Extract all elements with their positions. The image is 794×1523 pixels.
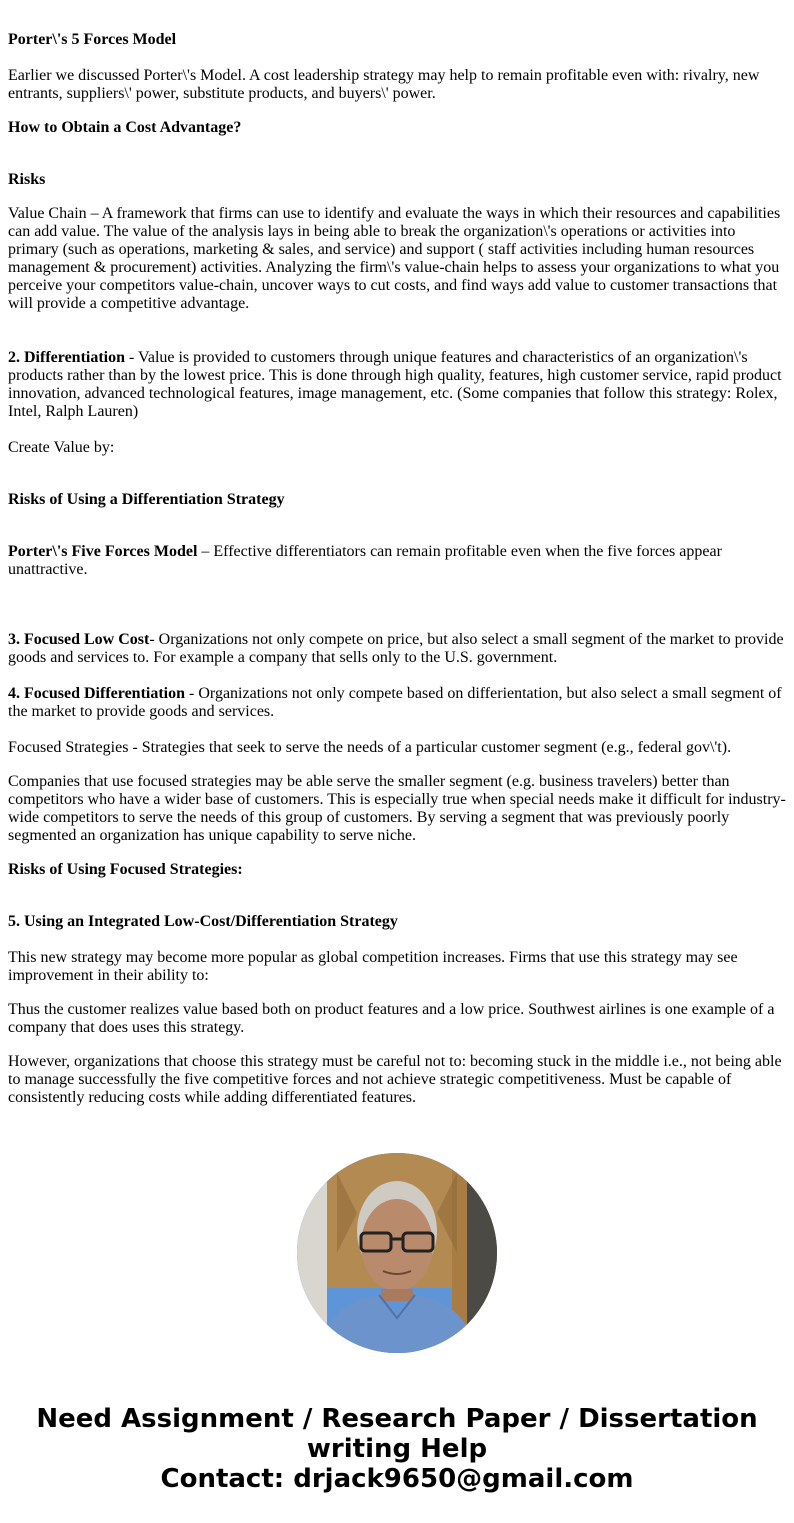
heading-risks: Risks [8,171,46,188]
focused-low-cost-text: - Organizations not only compete on price, but also select a small segment of the market to provide goods and services to. For example a company that sells only to the U.S. government. [8,631,784,666]
caution-paragraph: However, organizations that choose this strategy must be careful not to: becoming stuck in the middle i.e., not being able to manage successfully the five competitive forces and not achieve strategic competitiveness. Must be capable of consistently reducing costs while adding differentiated features. [8,1053,782,1106]
create-value-text: Create Value by: [8,439,115,456]
heading-risks-focused: Risks of Using Focused Strategies: [8,861,243,878]
focused-low-cost-title: 3. Focused Low Cost [8,631,150,648]
porter-intro-paragraph: Earlier we discussed Porter\'s Model. A cost leadership strategy may help to remain profitable even with: rivalry, new entrants, suppliers\' power, substitute products, and buyers\' power. [8,67,760,102]
five-forces-text: – Effective differentiators can remain profitable even when the five forces appear unattractive. [8,543,722,578]
focused-differentiation-paragraph [8,685,786,721]
author-avatar [297,1153,497,1353]
cta-contact-line: Contact: drjack9650@gmail.com [160,1464,634,1494]
heading-integrated-strategy: 5. Using an Integrated Low-Cost/Differentiation Strategy [8,913,398,930]
differentiation-text: - Value is provided to customers through unique features and characteristics of an organization\'s products rather than by the lowest price. This is done through high quality, features, high customer service, rapid product innovation, advanced technological features, image management, etc. (Some companies that follow this strategy: Rolex, Intel, Ralph Lauren) [8,349,782,420]
customer-value-paragraph: Thus the customer realizes value based both on product features and a low price. Southwest airlines is one example of a company that does uses this strategy. [8,1001,775,1036]
author-portrait-image [297,1153,497,1353]
value-chain-paragraph: Value Chain – A framework that firms can use to identify and evaluate the ways in which their resources and capabilities can add value. The value of the analysis lays in being able to break the organization\'s operations or activities into primary (such as operations, marketing & sales, and service) and support ( staff activities including human resources management & procurement) activities. Analyzing the firm\'s value-chain helps to assess your organizations to what you perceive your competitors value-chain, uncover ways to cut costs, and find ways add value to customer transactions that will provide a competitive advantage. [8,205,781,312]
heading-porter-5-forces: Porter\'s 5 Forces Model [8,31,177,48]
differentiation-title: 2. Differentiation [8,349,126,366]
focused-low-cost-paragraph [8,631,786,667]
cta-help-line: Need Assignment / Research Paper / Dissertation writing Help [36,1404,758,1464]
differentiation-paragraph [8,349,786,421]
focused-strategies-paragraph: Focused Strategies - Strategies that seek to serve the needs of a particular customer segment (e.g., federal gov\'t). [8,739,732,756]
five-forces-title: Porter\'s Five Forces Model [8,543,198,560]
five-forces-paragraph [8,543,786,579]
focused-differentiation-text: - Organizations not only compete based on differientation, but also select a small segment of the market to provide goods and services. [8,685,782,720]
focused-differentiation-title: 4. Focused Differentiation [8,685,186,702]
heading-risks-differentiation: Risks of Using a Differentiation Strategy [8,491,285,508]
heading-cost-advantage: How to Obtain a Cost Advantage? [8,119,242,136]
focused-companies-paragraph: Companies that use focused strategies may be able serve the smaller segment (e.g. business travelers) better than competitors who have a wider base of customers. This is especially true when special needs make it difficult for industry-wide competitors to serve the needs of this group of customers. By serving a segment that was previously poorly segmented an organization has unique capability to serve niche. [8,773,786,844]
integrated-paragraph: This new strategy may become more popular as global competition increases. Firms that use this strategy may see improvement in their ability to: [8,949,738,984]
